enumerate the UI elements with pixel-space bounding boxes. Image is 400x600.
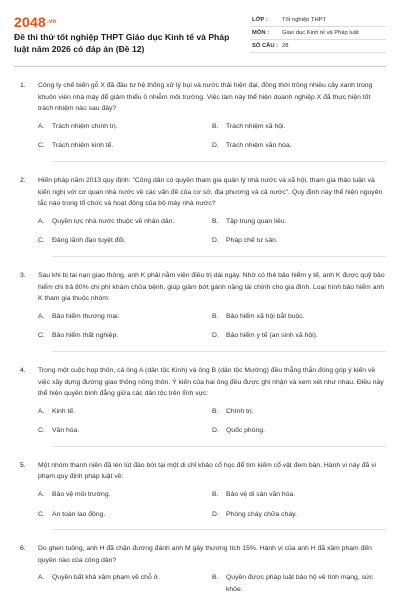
question-text: Công ty chế biến gỗ X đã đầu tư hệ thống xử lý bụi và nước thải hiện đại, đồng thời trồng nhiều cây xanh trong khuôn viên nhà máy để giảm thiểu ô nhiễm môi trường. Việc làm này thể hiện doanh nghiệp X đã thực hiện tốt trách nhiệm nào sau đây? — [38, 82, 373, 113]
option-text: Quyền lực nhà nước thuộc về nhân dân. — [52, 217, 175, 225]
question-text: Trong một cuộc họp thôn, cả ông A (dân tộc Kinh) và ông B (dân tộc Mường) đều thẳng thắn đóng góp ý kiến về việc xây dựng đường giao thông nông thôn. Ý kiến của hai ông đều được ghi nhận và xem xét như nhau. Điều này thể hiện quyền bình đẳng giữa các dân tộc trên lĩnh vực: — [38, 366, 384, 398]
meta-count-row — [250, 40, 386, 53]
option-d[interactable] — [212, 509, 386, 521]
question-options — [38, 406, 386, 437]
option-text: Quốc phòng. — [226, 427, 265, 435]
option-letter: D. — [212, 332, 219, 340]
question-number: 2. — [20, 176, 26, 184]
option-c[interactable] — [38, 330, 212, 342]
question-list — [14, 80, 386, 596]
option-letter: D. — [212, 142, 219, 150]
header-divider — [14, 66, 386, 67]
question-number: 4. — [20, 366, 26, 374]
option-a[interactable] — [38, 121, 212, 133]
logo-suffix: .vn — [46, 19, 57, 25]
meta-value: Tốt nghiệp THPT — [282, 17, 327, 23]
meta-value: 28 — [282, 43, 289, 49]
option-b[interactable] — [212, 489, 386, 501]
option-a[interactable] — [38, 489, 212, 501]
option-letter: A. — [38, 217, 45, 225]
meta-label: SỐ CÂU : — [252, 43, 279, 49]
question-text: Một nhóm thanh niên đã lén lút đào bới tại một di chỉ khảo cổ học để tìm kiếm cổ vật đem bán. Hành vi này đã vi phạm quy định pháp luật về: — [38, 461, 377, 481]
option-b[interactable] — [212, 121, 386, 133]
option-letter: B. — [212, 574, 219, 582]
option-c[interactable] — [38, 140, 212, 152]
option-letter: D. — [212, 237, 219, 245]
question-1 — [14, 80, 386, 162]
option-text: Trách nhiệm văn hóa. — [226, 142, 292, 150]
option-letter: C. — [38, 510, 45, 518]
exam-title: Đề thi thử tốt nghiệp THPT Giáo dục Kinh tế và Pháp luật năm 2026 có đáp án (Đề 12) — [14, 32, 230, 54]
option-text: An toàn lao động. — [52, 510, 106, 518]
question-text: Do ghen tuông, anh H đã chặn đường đánh anh M gây thương tích 15%. Hành vi của anh H đã xâm phạm đến quyền nào của công dân? — [38, 545, 372, 564]
option-text: Bảo hiểm thương mại. — [52, 312, 120, 320]
meta-value: Giáo dục Kinh tế và Pháp luật — [282, 30, 359, 36]
header-left — [14, 14, 239, 55]
question-divider — [52, 351, 386, 352]
option-letter: C. — [38, 427, 45, 435]
question-divider — [52, 446, 386, 447]
option-text: Bảo hiểm xã hội bắt buộc. — [226, 312, 305, 320]
option-c[interactable] — [38, 509, 212, 521]
option-letter: D. — [212, 427, 219, 435]
question-number: 3. — [20, 271, 26, 279]
question-options — [38, 489, 386, 520]
exam-meta — [250, 14, 386, 55]
question-6 — [14, 543, 386, 595]
option-letter: A. — [38, 407, 45, 415]
option-b[interactable] — [212, 572, 386, 595]
option-letter: A. — [38, 491, 45, 499]
option-letter: D. — [212, 510, 219, 518]
option-b[interactable] — [212, 216, 386, 228]
question-divider — [52, 161, 386, 162]
question-3 — [14, 270, 386, 352]
option-letter: B. — [212, 217, 219, 225]
option-a[interactable] — [38, 572, 212, 595]
option-text: Kinh tế. — [52, 407, 76, 415]
option-text: Chính trị. — [226, 407, 254, 415]
option-d[interactable] — [212, 235, 386, 247]
option-letter: A. — [38, 312, 45, 320]
option-letter: B. — [212, 407, 219, 415]
option-text: Bảo vệ di sản văn hóa. — [226, 491, 296, 499]
option-text: Pháp chế tư sản. — [226, 237, 278, 245]
question-5 — [14, 460, 386, 530]
option-text: Bảo hiểm y tế (an sinh xã hội). — [226, 332, 318, 340]
question-options — [38, 311, 386, 342]
option-d[interactable] — [212, 140, 386, 152]
option-letter: C. — [38, 237, 45, 245]
question-divider — [52, 529, 386, 530]
option-letter: C. — [38, 332, 45, 340]
option-a[interactable] — [38, 406, 212, 418]
meta-label: MÔN : — [252, 30, 270, 36]
option-a[interactable] — [38, 311, 212, 323]
question-number: 6. — [20, 545, 26, 553]
question-4 — [14, 365, 386, 447]
question-options — [38, 572, 386, 595]
meta-label: LỚP : — [252, 17, 268, 23]
option-c[interactable] — [38, 235, 212, 247]
option-letter: A. — [38, 574, 45, 582]
meta-subject-row — [250, 27, 386, 40]
option-text: Quyền bất khả xâm phạm về chỗ ở. — [52, 574, 160, 582]
question-options — [38, 121, 386, 152]
question-number: 5. — [20, 461, 26, 469]
question-text: Hiến pháp năm 2013 quy định: "Công dân có quyền tham gia quản lý nhà nước và xã hội, tham gia thảo luận và kiến nghị với cơ quan nhà nước về các vấn đề của cơ sở, địa phương và cả nước". Quy định này thể hiện nguyên tắc nào trong tổ chức và hoạt động của bộ máy nhà nước? — [38, 176, 383, 208]
question-divider — [52, 256, 386, 257]
option-b[interactable] — [212, 406, 386, 418]
option-text: Bảo hiểm thất nghiệp. — [52, 332, 119, 340]
option-text: Đảng lãnh đạo tuyệt đối. — [52, 237, 126, 245]
option-c[interactable] — [38, 425, 212, 437]
option-text: Trách nhiệm xã hội. — [226, 122, 286, 130]
option-letter: A. — [38, 122, 45, 130]
option-letter: B. — [212, 312, 219, 320]
option-a[interactable] — [38, 216, 212, 228]
meta-class-row — [250, 14, 386, 27]
option-text: Tập trung quan liêu. — [226, 217, 287, 225]
option-text: Trách nhiệm kinh tế. — [52, 142, 114, 150]
option-text: Quyền được pháp luật bảo hộ về tính mạng, sức khỏe. — [226, 574, 373, 594]
option-letter: C. — [38, 142, 45, 150]
option-b[interactable] — [212, 311, 386, 323]
question-number: 1. — [20, 82, 26, 89]
question-text: Sau khi bị tai nạn giao thông, anh K phải nằm viện điều trị dài ngày. Nhờ có thẻ bảo hiểm y tế, anh K được quỹ bảo hiểm chi trả 80% chi phí khám chữa bệnh, giúp giảm bớt gánh nặng tài chính cho gia đình. Loại hình bảo hiểm anh K tham gia thuộc nhóm: — [38, 271, 385, 303]
site-logo[interactable] — [14, 14, 239, 30]
option-d[interactable] — [212, 330, 386, 342]
page-header — [14, 0, 386, 55]
option-text: Trách nhiệm chính trị. — [52, 122, 118, 130]
question-2 — [14, 175, 386, 257]
option-text: Phòng cháy chữa cháy. — [226, 510, 297, 518]
question-options — [38, 216, 386, 247]
option-text: Bảo vệ môi trường. — [52, 491, 111, 499]
option-letter: B. — [212, 122, 219, 130]
logo-text: 2048 — [14, 14, 46, 30]
option-letter: B. — [212, 491, 219, 499]
option-text: Văn hóa. — [52, 427, 80, 435]
option-d[interactable] — [212, 425, 386, 437]
